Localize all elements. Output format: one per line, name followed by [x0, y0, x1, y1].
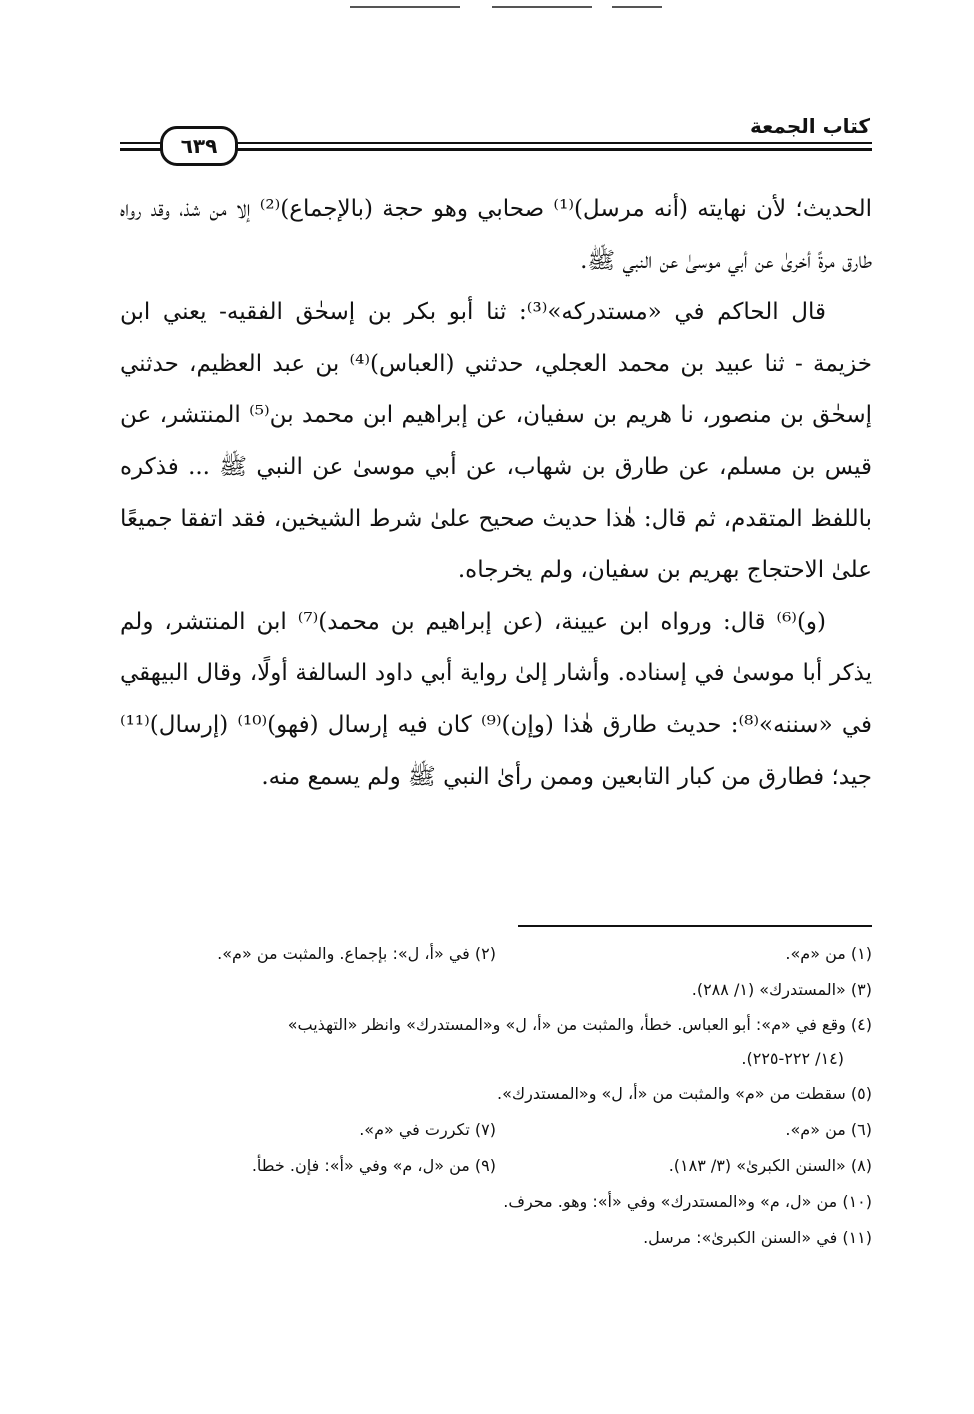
paragraph-1: الحديث؛ لأن نهايته (أنه مرسل)⁽¹⁾ صحابي وهو حجة (بالإجماع)⁽²⁾ إلا من شذ، وقد رواه طارق مرةً أخرىٰ عن أبي موسىٰ عن النبي ﷺ. [120, 196, 873, 274]
footnote-8: (٨) «السنن الكبرىٰ» (٣/ ١٨٣). [668, 1156, 872, 1175]
page-header [120, 112, 872, 162]
footnote-4 [120, 1008, 872, 1076]
footnote-4-line-1: (٤) وقع في «م»: أبو العباس. خطأ، والمثبت من «أ، ل» و«المستدرك» وانظر «التهذيب» [287, 1015, 872, 1034]
footnote-4-line-2: (١٤/ ٢٢٢-٢٢٥). [741, 1049, 844, 1068]
footnote-2: (٢) في «أ، ل»: بإجماع. والمثبت من «م». [217, 944, 496, 963]
footnotes [120, 936, 872, 1256]
footnote-row [120, 936, 872, 972]
footnote-separator [518, 925, 872, 927]
paragraph-3: (و)⁽⁶⁾ قال: ورواه ابن عيينة، (عن إبراهيم بن محمد)⁽⁷⁾ ابن المنتشر، ولم يذكر أبا موسىٰ في إسناده. وأشار إلىٰ رواية أبي داود السالفة أولًا، وقال البيهقي في «سننه»⁽⁸⁾: حديث طارق هٰذا (وإن)⁽⁹⁾ كان فيه إرسال (فهو)⁽¹⁰⁾ (إرسال)⁽¹¹⁾ جيد؛ فطارق من كبار التابعين وممن رأىٰ النبي ﷺ ولم يسمع منه. [120, 608, 872, 790]
footnote-11: (١١) في «السنن الكبرىٰ»: مرسل. [643, 1228, 872, 1247]
footnote-6: (٦) من «م». [785, 1120, 872, 1139]
footnote-10: (١٠) من «ل، م» و«المستدرك» وفي «أ»: وهو. محرف. [503, 1192, 872, 1211]
paragraph-2: قال الحاكم في «مستدركه»⁽³⁾: ثنا أبو بكر بن إسحٰق الفقيه- يعني ابن خزيمة - ثنا عبيد بن محمد العجلي، حدثني (العباس)⁽⁴⁾ بن عبد العظيم، حدثني إسحٰق بن منصور، نا هريم بن سفيان، عن إبراهيم ابن محمد بن⁽⁵⁾ المنتشر، عن قيس بن مسلم، عن طارق بن شهاب، عن أبي موسىٰ عن النبي ﷺ ... فذكره باللفظ المتقدم، ثم قال: هٰذا حديث صحيح علىٰ شرط الشيخين، فقد اتفقا جميعًا علىٰ الاحتجاج بهريم بن سفيان، ولم يخرجاه. [120, 299, 872, 584]
footnote-row [120, 1112, 872, 1148]
footnote-1: (١) من «م». [785, 944, 872, 963]
footnote-row [120, 1148, 872, 1184]
footnote-row [120, 1220, 872, 1256]
footnote-7: (٧) تكررت في «م». [359, 1120, 496, 1139]
footnote-5: (٥) سقطت من «م» والمثبت من «أ، ل» و«المستدرك». [497, 1084, 872, 1103]
top-edge-marks [0, 6, 974, 10]
main-text [120, 184, 872, 803]
footnote-row [120, 1076, 872, 1112]
footnote-row [120, 1184, 872, 1220]
page-number-badge: ٦٣٩ [160, 126, 238, 166]
footnote-row [120, 972, 872, 1008]
running-title: كتاب الجمعة [750, 114, 870, 138]
footnote-3: (٣) «المستدرك» (١/ ٢٨٨). [691, 980, 872, 999]
footnote-9: (٩) من «ل، م» وفي «أ»: فإن. خطأ. [251, 1156, 496, 1175]
